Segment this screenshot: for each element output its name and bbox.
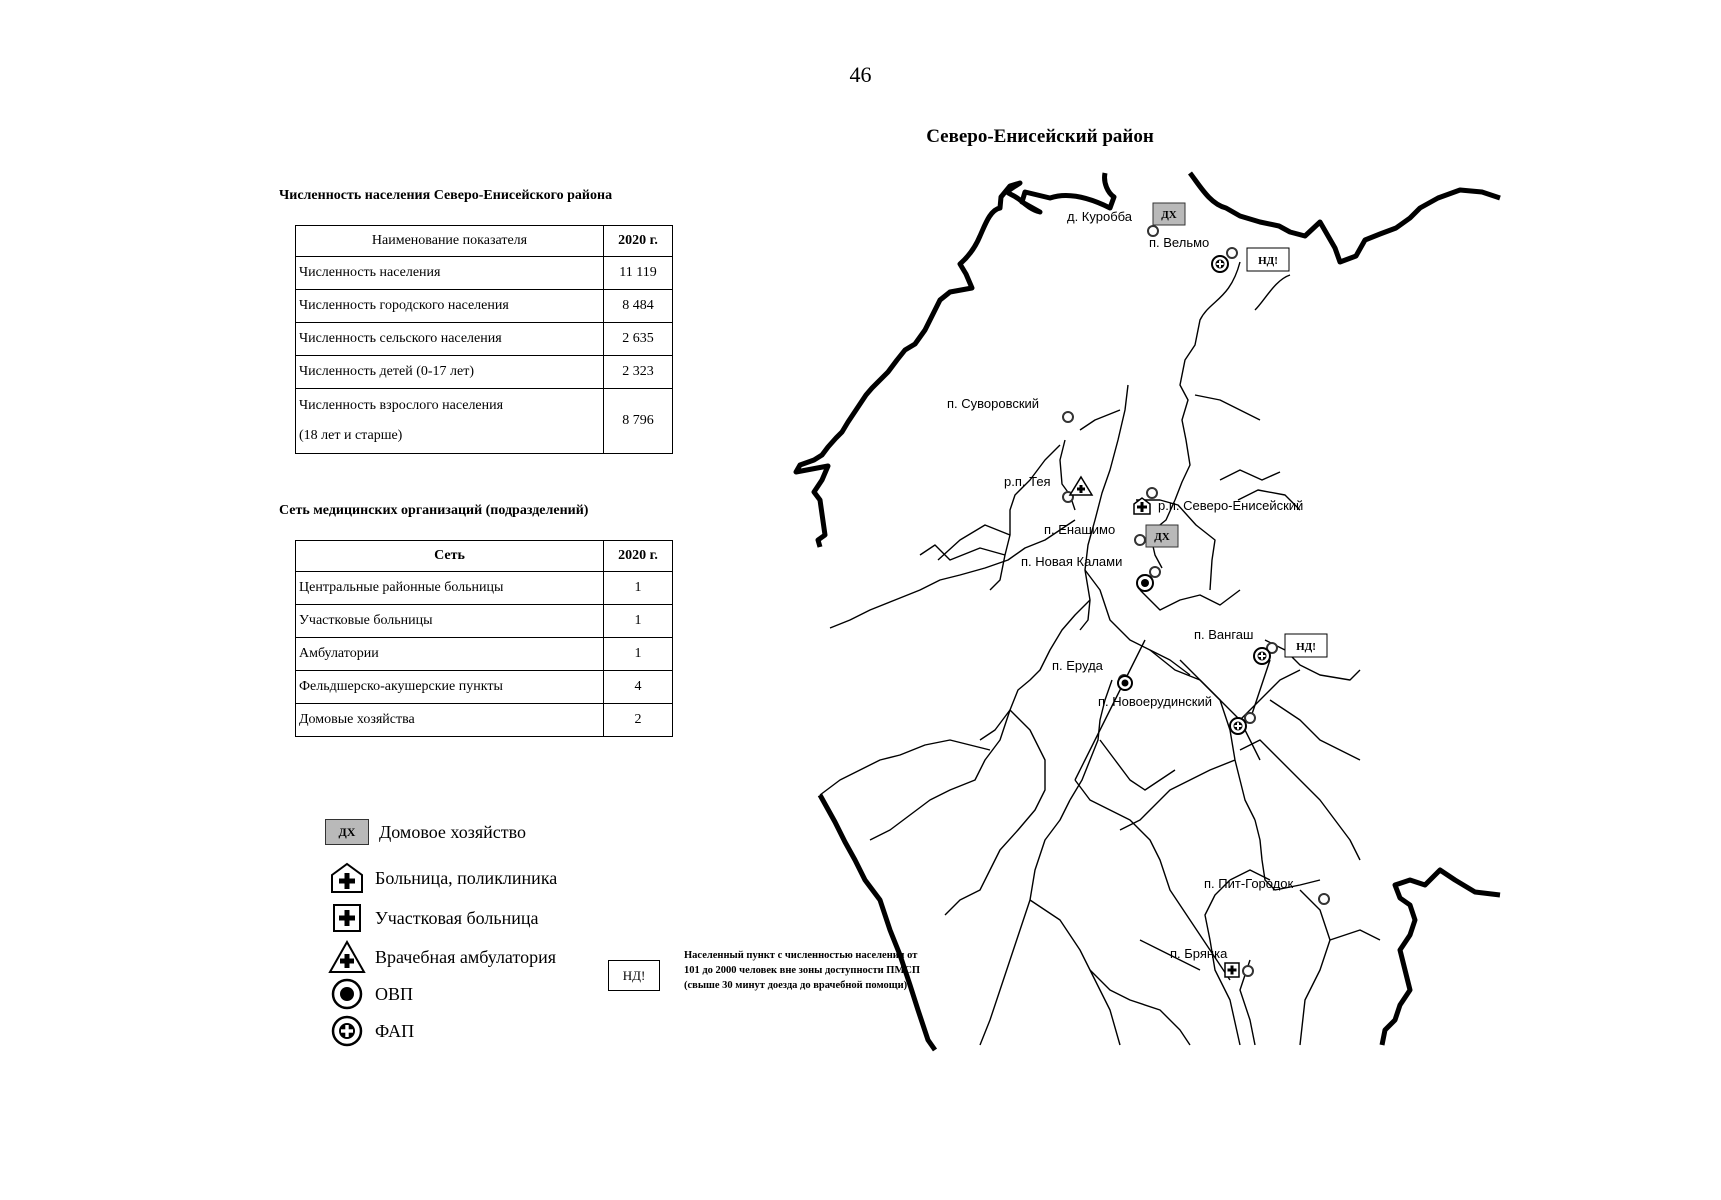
legend-label: Участковая больница bbox=[375, 907, 539, 928]
row-value: 2 635 bbox=[604, 323, 673, 356]
fap-icon bbox=[1118, 676, 1132, 690]
settlement-marker-velmo bbox=[1227, 248, 1237, 258]
row-label: Амбулатории bbox=[296, 638, 604, 671]
row-label: Численность населения bbox=[296, 257, 604, 290]
row-label: Численность сельского населения bbox=[296, 323, 604, 356]
row-label-continued: (18 лет и старше) bbox=[299, 428, 403, 443]
row-value: 1 bbox=[604, 605, 673, 638]
row-value: 2 323 bbox=[604, 356, 673, 389]
row-label: Центральные районные больницы bbox=[296, 572, 604, 605]
fap-icon bbox=[1212, 256, 1228, 272]
place-label-novoerudinsky: п. Новоерудинский bbox=[1098, 694, 1212, 709]
row-value: 8 484 bbox=[604, 290, 673, 323]
ambulatory-icon bbox=[1070, 477, 1092, 495]
settlement-marker-suvorovsky bbox=[1063, 412, 1073, 422]
svg-text:ДХ: ДХ bbox=[1154, 531, 1170, 543]
legend-label: ОВП bbox=[375, 983, 414, 1004]
fap-icon bbox=[1230, 718, 1246, 734]
district-border bbox=[796, 173, 1500, 1050]
place-label-suvorovsky: п. Суворовский bbox=[947, 396, 1040, 411]
header-year: 2020 г. bbox=[604, 226, 673, 257]
svg-text:НД!: НД! bbox=[1296, 641, 1316, 653]
settlement-marker-novoerudinsky bbox=[1245, 713, 1255, 723]
household-badge: ДХ bbox=[325, 819, 369, 845]
place-label-velmo: п. Вельмо bbox=[1149, 235, 1210, 250]
row-label: Домовые хозяйства bbox=[296, 704, 604, 737]
row-label: Численность детей (0-17 лет) bbox=[296, 356, 604, 389]
district-hospital-icon bbox=[1225, 963, 1239, 977]
row-value: 2 bbox=[604, 704, 673, 737]
fap-icon bbox=[1254, 648, 1270, 664]
place-label-pit-gorodok: п. Пит-Городок bbox=[1204, 876, 1294, 891]
header-indicator-name: Наименование показателя bbox=[296, 226, 604, 257]
legend-label: Врачебная амбулатория bbox=[375, 946, 556, 967]
settlement-marker-pit-gorodok bbox=[1319, 894, 1329, 904]
settlement-marker-novaya-kalami bbox=[1150, 567, 1160, 577]
settlement-marker-enashimo bbox=[1135, 535, 1145, 545]
place-label-novaya-kalami: п. Новая Калами bbox=[1021, 554, 1123, 569]
legend-label: Домовое хозяйство bbox=[379, 821, 526, 842]
header-year: 2020 г. bbox=[604, 541, 673, 572]
legend-label: ФАП bbox=[375, 1020, 415, 1041]
legend-label: Больница, поликлиника bbox=[375, 867, 558, 888]
svg-text:ДХ: ДХ bbox=[1161, 209, 1177, 221]
nd-badge-vangash bbox=[1285, 634, 1327, 657]
place-label-teya: р.п. Тея bbox=[1004, 474, 1051, 489]
svg-text:НД!: НД! bbox=[1258, 255, 1278, 267]
place-label-severo-eniseysky: р.п. Северо-Енисейский bbox=[1158, 498, 1304, 513]
place-label-bryanka: п. Брянка bbox=[1170, 946, 1228, 961]
place-label-kurovba: д. Куробба bbox=[1067, 209, 1133, 224]
row-value: 4 bbox=[604, 671, 673, 704]
nd-legend-description: Населенный пункт с численностью населения от 101 до 2000 человек вне зоны доступности ПМСП (свыше 30 минут доезда до врачебной помощи) bbox=[684, 950, 921, 991]
header-network: Сеть bbox=[296, 541, 604, 572]
row-label: Участковые больницы bbox=[296, 605, 604, 638]
row-value: 1 bbox=[604, 638, 673, 671]
row-value: 8 796 bbox=[604, 389, 673, 454]
row-value: 1 bbox=[604, 572, 673, 605]
place-label-enashimo: п. Енашимо bbox=[1044, 522, 1116, 537]
page-number: 46 bbox=[849, 62, 872, 87]
row-value: 11 119 bbox=[604, 257, 673, 290]
settlement-marker-severo-eniseysky bbox=[1147, 488, 1157, 498]
map-title: Северо-Енисейский район bbox=[926, 126, 1154, 147]
dx-badge-kurovba bbox=[1153, 203, 1185, 225]
settlement-marker-bryanka bbox=[1243, 966, 1253, 976]
row-label: Численность взрослого населения bbox=[299, 398, 504, 413]
row-label: Фельдшерско-акушерские пункты bbox=[296, 671, 604, 704]
ovp-icon bbox=[1137, 575, 1153, 591]
population-section-title: Численность населения Северо-Енисейского района bbox=[279, 188, 613, 203]
row-label: Численность городского населения bbox=[296, 290, 604, 323]
nd-badge-velmo bbox=[1247, 248, 1289, 271]
place-label-vangash: п. Вангаш bbox=[1194, 627, 1254, 642]
place-label-eruda: п. Еруда bbox=[1052, 658, 1103, 673]
dx-badge-enashimo bbox=[1146, 525, 1178, 547]
nd-legend-badge: НД! bbox=[608, 960, 660, 991]
network-section-title: Сеть медицинских организаций (подразделений) bbox=[279, 503, 589, 518]
